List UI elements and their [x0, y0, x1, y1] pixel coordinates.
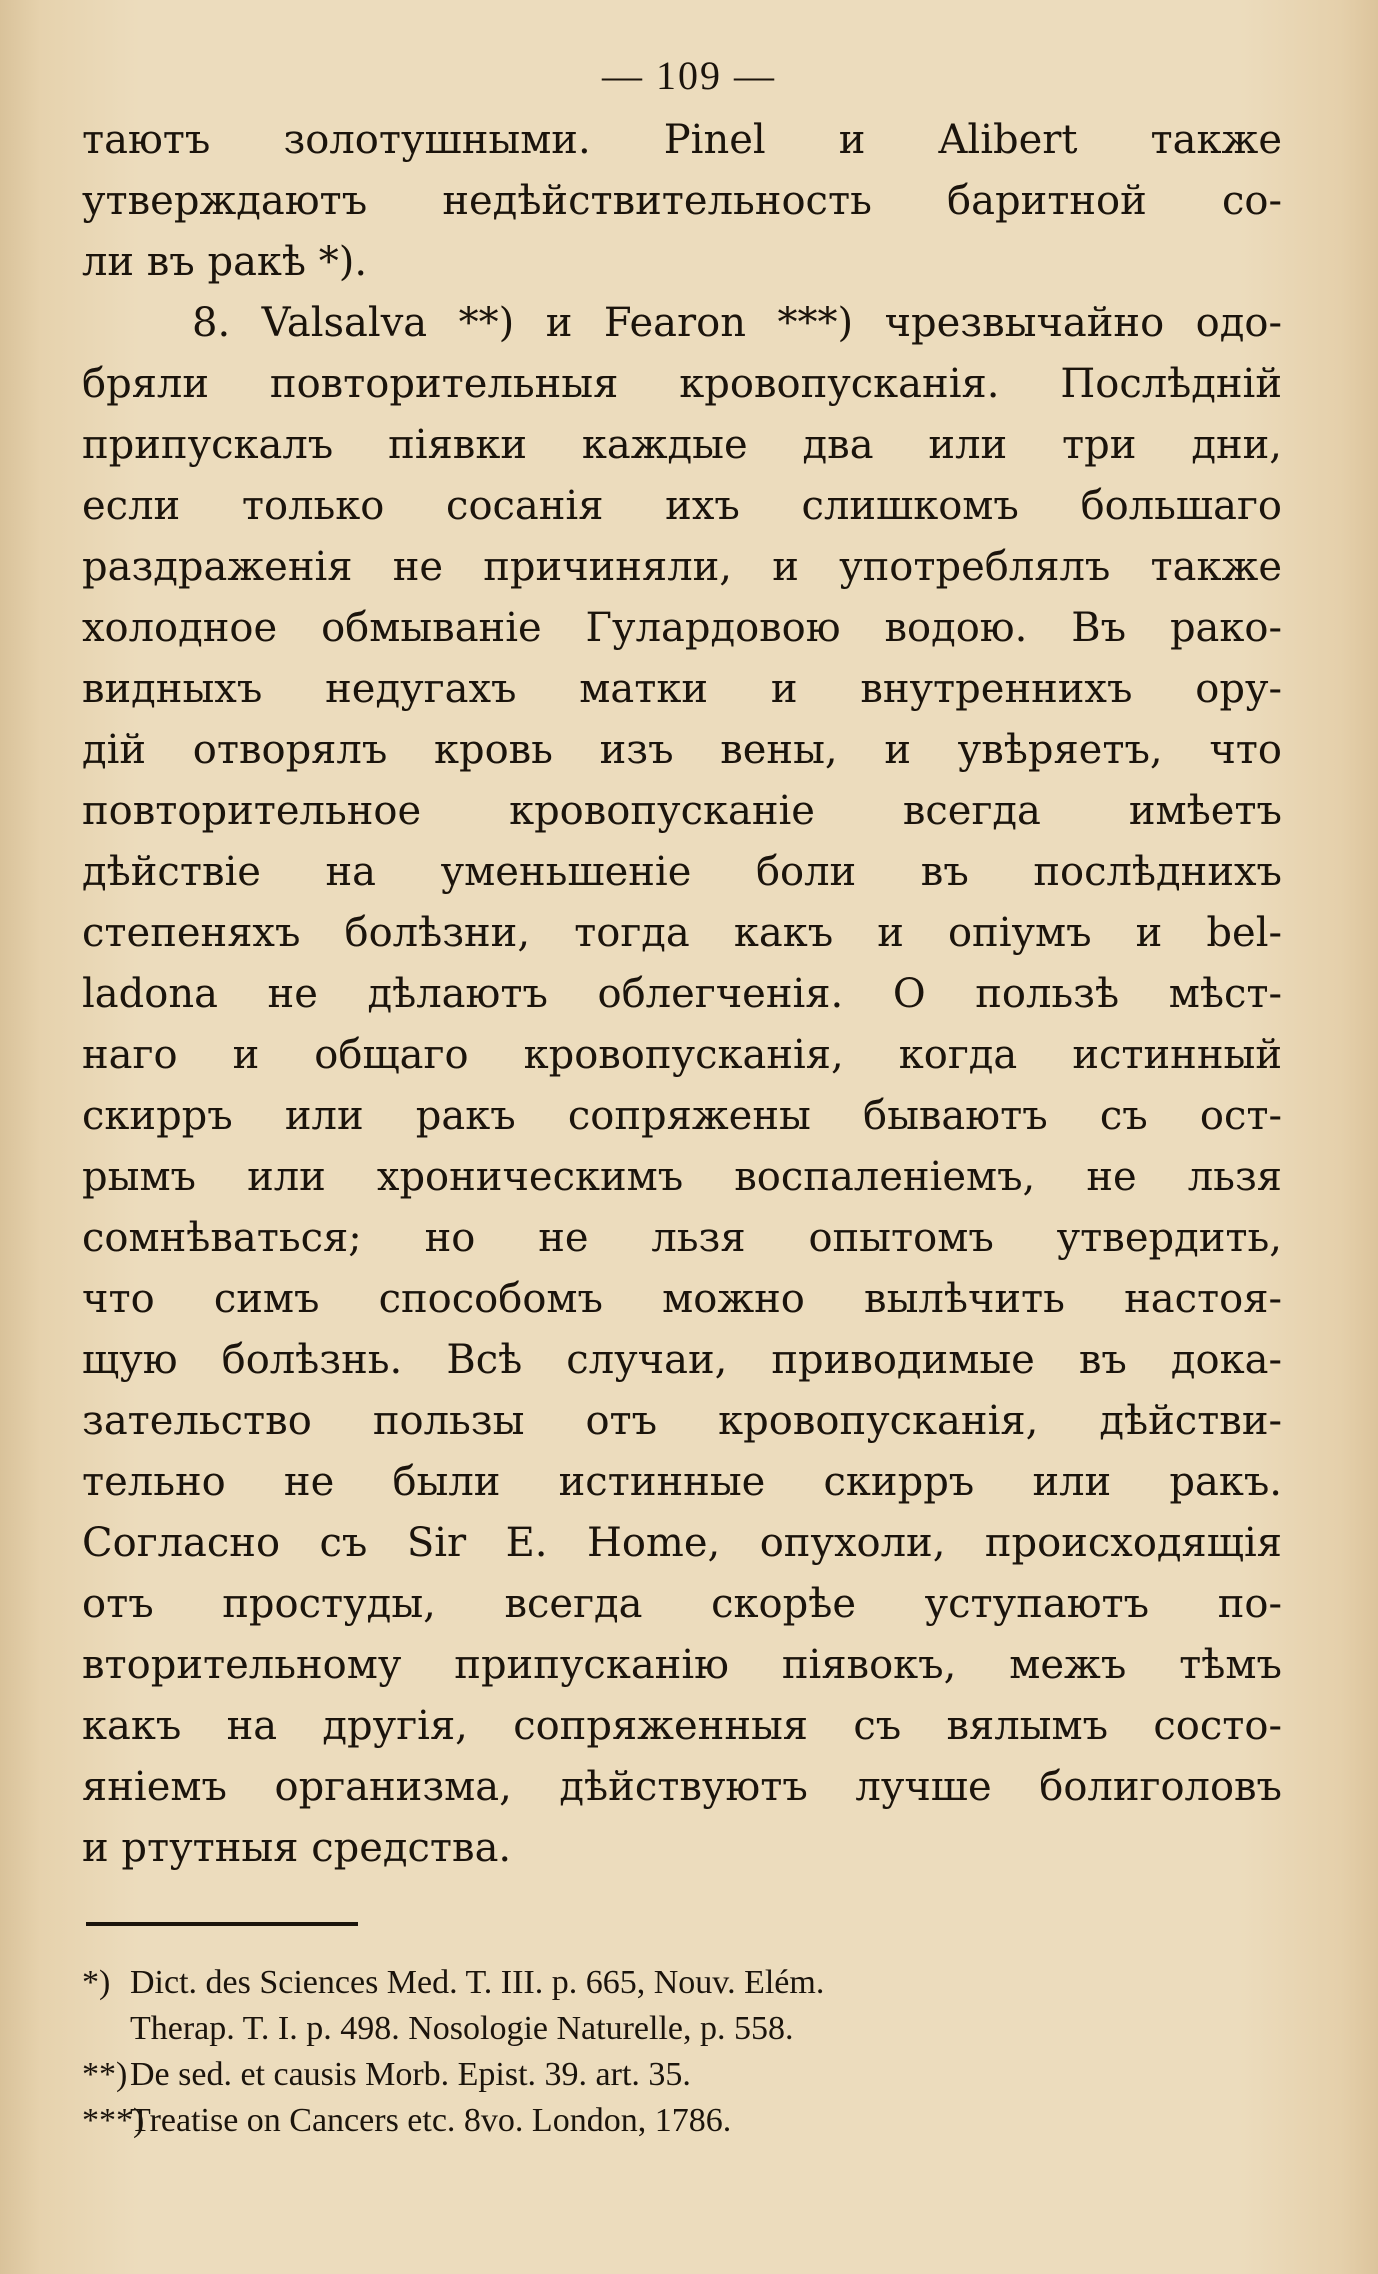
text-line: бряли повторительныя кровопусканія. Послѣдній — [82, 361, 1282, 407]
text-line: какъ на другія, сопряженныя съ вялымъ состо- — [82, 1703, 1282, 1749]
footnote — [82, 2098, 1282, 2144]
text-line: и ртутныя средства. — [82, 1825, 512, 1871]
footnote-divider — [86, 1922, 358, 1926]
text-line: отъ простуды, всегда скорѣе уступаютъ по- — [82, 1581, 1282, 1627]
footnote — [82, 2052, 1282, 2098]
text-line: щую болѣзнь. Всѣ случаи, приводимые въ дока- — [82, 1337, 1282, 1383]
text-line: видныхъ недугахъ матки и внутреннихъ ору- — [82, 666, 1282, 712]
footnote-marker: ***) — [82, 2102, 145, 2139]
text-line: ladona не дѣлаютъ облегченія. О пользѣ мѣст- — [82, 971, 1282, 1017]
footnote-marker: *) — [82, 1964, 111, 2001]
paragraph-start-line: 8. Valsalva **) и Fearon ***) чрезвычайно одо- — [192, 300, 1282, 346]
text-line: дій отворялъ кровь изъ вены, и увѣряетъ, что — [82, 727, 1282, 773]
text-line: рымъ или хроническимъ воспаленіемъ, не льзя — [82, 1154, 1282, 1200]
text-line: тельно не были истинные скирръ или ракъ. — [82, 1459, 1282, 1505]
footnote-text: De sed. et causis Morb. Epist. 39. art. 35. — [130, 2056, 691, 2093]
footnote-continuation — [82, 2006, 1282, 2052]
footnote-text: Therap. T. I. p. 498. Nosologie Naturelle, p. 558. — [130, 2010, 794, 2047]
footnote-marker: **) — [82, 2056, 128, 2093]
text-line: дѣйствіе на уменьшеніе боли въ послѣднихъ — [82, 849, 1282, 895]
text-line: утверждаютъ недѣйствительность баритной со- — [82, 178, 1282, 224]
text-line: зательство пользы отъ кровопусканія, дѣйстви- — [82, 1398, 1282, 1444]
text-line: степеняхъ болѣзни, тогда какъ и опіумъ и bel- — [82, 910, 1282, 956]
text-line: скирръ или ракъ сопряжены бываютъ съ ост- — [82, 1093, 1282, 1139]
text-line: наго и общаго кровопусканія, когда истинный — [82, 1032, 1282, 1078]
text-line: вторительному припусканію піявокъ, межъ тѣмъ — [82, 1642, 1282, 1688]
text-line: раздраженія не причиняли, и употреблялъ также — [82, 544, 1282, 590]
footnote — [82, 1960, 1282, 2006]
text-line: сомнѣваться; но не льзя опытомъ утвердить, — [82, 1215, 1282, 1261]
text-line: припускалъ піявки каждые два или три дни, — [82, 422, 1282, 468]
text-line: ли въ ракѣ *). — [82, 239, 368, 285]
text-line: что симъ способомъ можно вылѣчить настоя- — [82, 1276, 1282, 1322]
text-line: повторительное кровопусканіе всегда имѣетъ — [82, 788, 1282, 834]
footnotes — [82, 1960, 1282, 2144]
text-line: если только сосанія ихъ слишкомъ большаго — [82, 483, 1282, 529]
body-text — [82, 110, 1282, 1879]
footnote-text: Treatise on Cancers etc. 8vo. London, 1786. — [130, 2102, 732, 2139]
footnote-text: Dict. des Sciences Med. T. III. p. 665, Nouv. Elém. — [130, 1964, 825, 2001]
text-line: холодное обмываніе Гулардовою водою. Въ рако- — [82, 605, 1282, 651]
page-number: — 109 — — [602, 53, 776, 98]
text-line: яніемъ организма, дѣйствуютъ лучше болиголовъ — [82, 1764, 1282, 1810]
text-line: Согласно съ Sir E. Home, опухоли, происходящія — [82, 1520, 1282, 1566]
text-line: таютъ золотушными. Pinel и Alibert также — [82, 117, 1282, 163]
